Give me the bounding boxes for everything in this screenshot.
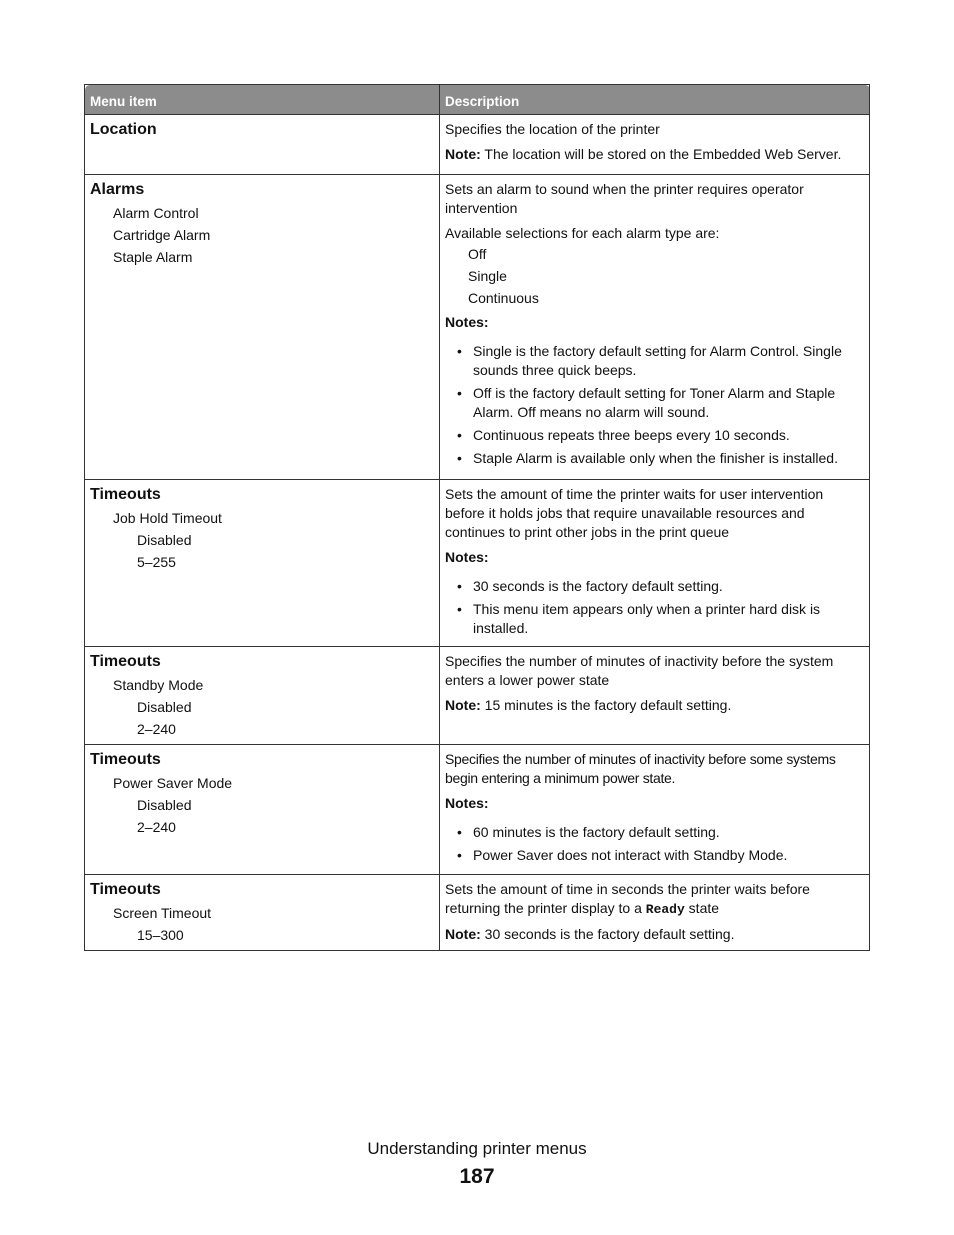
description-text: Sets the amount of time the printer waits for user intervention before it holds jobs that require unavailable resources and continues to print other jobs in the print queue: [445, 486, 824, 540]
notes-label: Notes:: [445, 549, 489, 565]
note-label: Note:: [445, 146, 481, 162]
ready-code-text: Ready: [645, 902, 685, 917]
description-text-part: state: [684, 900, 720, 916]
notes-label: Notes:: [445, 795, 489, 811]
note-label: Note:: [445, 697, 481, 713]
list-item: [445, 823, 864, 842]
option-value: Off: [468, 246, 487, 262]
list-item: [445, 384, 864, 422]
description-cell: [440, 175, 870, 480]
menu-item-title: Timeouts: [90, 881, 161, 898]
setting-value: Disabled: [137, 699, 192, 715]
bullet-icon: •: [457, 824, 462, 840]
list-item-text: Single is the factory default setting for Alarm Control. Single sounds three quick beeps.: [473, 343, 842, 378]
description-text: Sets an alarm to sound when the printer requires operator intervention: [445, 181, 804, 216]
bullet-icon: •: [457, 578, 462, 594]
note-text: 30 seconds is the factory default setting.: [480, 926, 735, 942]
note-text: 15 minutes is the factory default setting.: [480, 697, 732, 713]
table-row: [85, 175, 870, 480]
description-text-part: Sets the amount of time in seconds the printer waits before returning the printer display to a: [445, 881, 810, 916]
notes-list: [445, 823, 864, 865]
table-row: [85, 745, 870, 875]
notes-label: Notes:: [445, 314, 489, 330]
list-item: [445, 426, 864, 445]
bullet-icon: •: [457, 427, 462, 443]
description-text: [445, 880, 864, 919]
list-item: [445, 846, 864, 865]
submenu-item: Standby Mode: [113, 677, 204, 693]
description-text: Specifies the location of the printer: [445, 121, 660, 137]
header-menu-item: Menu item: [85, 85, 440, 115]
list-item: [445, 342, 864, 380]
description-cell: [440, 745, 870, 875]
menu-item-cell: [85, 480, 440, 647]
menu-item-cell: [85, 115, 440, 175]
menu-table: [84, 84, 870, 951]
table-row: [85, 647, 870, 745]
setting-value: 2–240: [137, 721, 176, 737]
description-text: Available selections for each alarm type are:: [445, 225, 720, 241]
description-cell: [440, 480, 870, 647]
list-item-text: Off is the factory default setting for Toner Alarm and Staple Alarm. Off means no alarm will sound.: [473, 385, 836, 420]
footer-section-title: Understanding printer menus: [367, 1139, 587, 1158]
bullet-icon: •: [457, 847, 462, 863]
notes-list: [445, 577, 864, 638]
page-number: 187: [459, 1165, 495, 1188]
list-item: [445, 600, 864, 638]
list-item-text: Staple Alarm is available only when the finisher is installed.: [473, 450, 838, 466]
bullet-icon: •: [457, 450, 462, 466]
description-text: Specifies the number of minutes of inactivity before the system enters a lower power state: [445, 653, 834, 688]
submenu-item: Cartridge Alarm: [113, 227, 211, 243]
table-row: [85, 480, 870, 647]
menu-item-cell: [85, 745, 440, 875]
list-item-text: This menu item appears only when a printer hard disk is installed.: [473, 601, 821, 636]
list-item-text: 60 minutes is the factory default setting.: [473, 824, 720, 840]
list-item: [445, 577, 864, 596]
note-text: The location will be stored on the Embedded Web Server.: [480, 146, 842, 162]
submenu-item: Job Hold Timeout: [113, 510, 222, 526]
list-item-text: Continuous repeats three beeps every 10 seconds.: [473, 427, 790, 443]
description-cell: [440, 875, 870, 951]
description-cell: [440, 115, 870, 175]
description-text: Specifies the number of minutes of inactivity before some systems begin entering a minimum power state.: [445, 751, 836, 786]
setting-value: 2–240: [137, 819, 176, 835]
bullet-icon: •: [457, 601, 462, 617]
setting-value: 15–300: [137, 927, 184, 943]
note-label: Note:: [445, 926, 481, 942]
option-value: Continuous: [468, 290, 539, 306]
table-row: [85, 115, 870, 175]
menu-item-title: Location: [90, 121, 157, 138]
setting-value: Disabled: [137, 532, 192, 548]
menu-item-title: Timeouts: [90, 751, 161, 768]
description-cell: [440, 647, 870, 745]
list-item: [445, 449, 864, 468]
list-item-text: 30 seconds is the factory default setting.: [473, 578, 723, 594]
list-item-text: Power Saver does not interact with Standby Mode.: [473, 847, 788, 863]
menu-item-cell: [85, 875, 440, 951]
option-value: Single: [468, 268, 507, 284]
submenu-item: Alarm Control: [113, 205, 199, 221]
submenu-item: Power Saver Mode: [113, 775, 233, 791]
bullet-icon: •: [457, 343, 462, 359]
note-paragraph: [445, 696, 864, 715]
menu-item-cell: [85, 647, 440, 745]
menu-item-title: Timeouts: [90, 653, 161, 670]
submenu-item: Screen Timeout: [113, 905, 212, 921]
setting-value: Disabled: [137, 797, 192, 813]
header-description: Description: [440, 85, 870, 115]
menu-item-title: Timeouts: [90, 486, 161, 503]
table-row: [85, 875, 870, 951]
notes-list: [445, 342, 864, 468]
menu-item-title: Alarms: [90, 181, 145, 198]
bullet-icon: •: [457, 385, 462, 401]
menu-item-cell: [85, 175, 440, 480]
note-paragraph: [445, 145, 864, 164]
table-header-row: [85, 85, 870, 115]
note-paragraph: [445, 925, 864, 944]
setting-value: 5–255: [137, 554, 176, 570]
submenu-item: Staple Alarm: [113, 249, 193, 265]
